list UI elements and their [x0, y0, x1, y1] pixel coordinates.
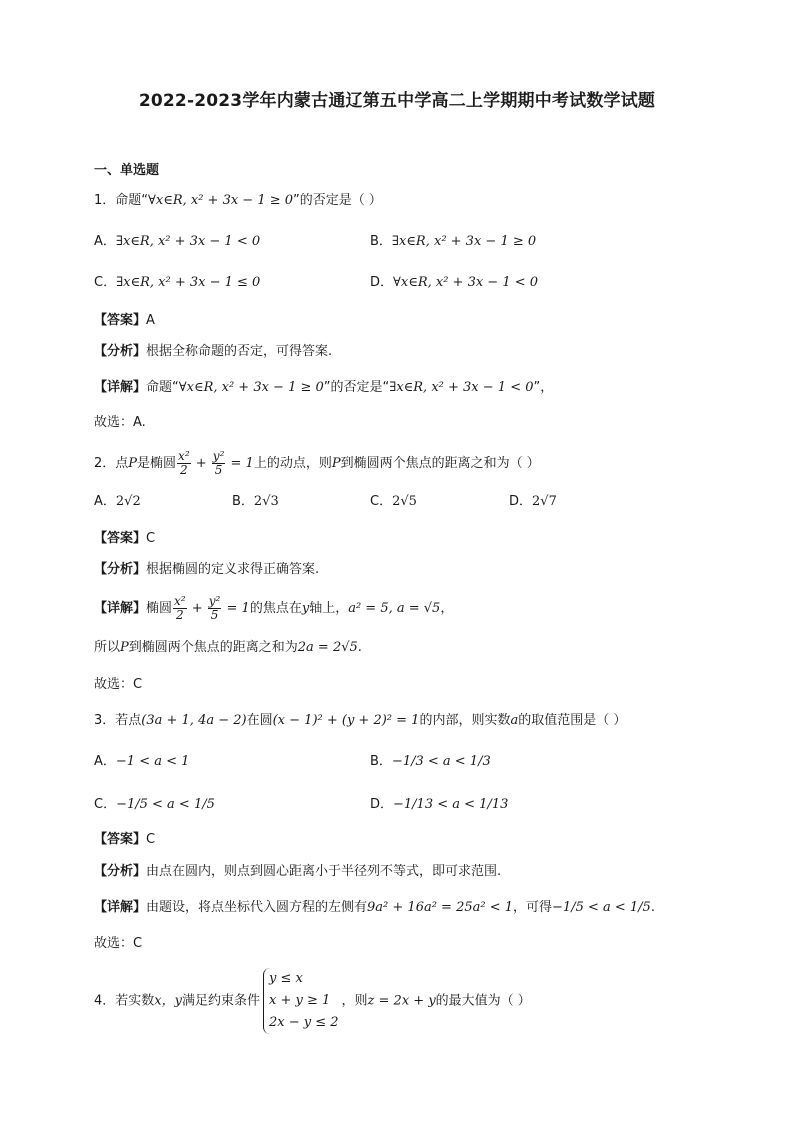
question-3-choose: 故选：C [94, 936, 143, 951]
question-1-detail: 【详解】命题“∀x∈R, x² + 3x − 1 ≥ 0”的否定是“∃x∈R, x² + 3x − 1 < 0”， [94, 380, 554, 395]
ellipse-equation: $\frac{\text{x²}}{2}$ + $\frac{\text{y²}}{5}$ = 1 [178, 449, 254, 477]
question-2-detail: 【详解】椭圆 $\frac{\text{x²}}{2}$ + $\frac{\text{y²}}{5}$ = 1的焦点在y轴上，a² = 5, a = √5， [94, 594, 454, 622]
question-2-choose: 故选：C [94, 677, 143, 692]
section-heading: 一、单选题 [94, 163, 160, 178]
question-2-answer: 【答案】C [94, 531, 156, 546]
question-4-stem: 4．若实数x，y满足约束条件 y ≤ x x + y ≥ 1 2x − y ≤ 2 ，则z = 2x + y的最大值为（ ） [94, 968, 531, 1035]
constraint-system: y ≤ x x + y ≥ 1 2x − y ≤ 2 [263, 968, 339, 1034]
question-3-detail: 【详解】由题设，将点坐标代入圆方程的左侧有9a² + 16a² = 25a² < 1，可得−1/5 < a < 1/5. [94, 900, 655, 915]
question-1-analysis: 【分析】根据全称命题的否定，可得答案. [94, 344, 333, 359]
question-1-option-d: D．∀x∈R, x² + 3x − 1 < 0 [370, 275, 539, 290]
question-2-option-b: B．2√3 [232, 494, 279, 509]
question-3-analysis: 【分析】由点在圆内，则点到圆心距离小于半径列不等式，即可求范围. [94, 864, 502, 879]
question-3-stem: 3．若点(3a + 1, 4a − 2)在圆(x − 1)² + (y + 2)² = 1的内部，则实数a的取值范围是（ ） [94, 713, 627, 728]
question-2-option-d: D．2√7 [509, 494, 557, 509]
question-3-answer: 【答案】C [94, 832, 156, 847]
question-1-option-b: B．∃x∈R, x² + 3x − 1 ≥ 0 [370, 234, 537, 249]
question-2-option-c: C．2√5 [370, 494, 417, 509]
question-2-option-a: A．2√2 [94, 494, 141, 509]
question-2-analysis: 【分析】根据椭圆的定义求得正确答案. [94, 562, 320, 577]
question-1-stem: 1．命题“∀x∈R, x² + 3x − 1 ≥ 0”的否定是（ ） [94, 193, 382, 208]
question-1-option-c: C．∃x∈R, x² + 3x − 1 ≤ 0 [94, 275, 261, 290]
question-3-option-b: B．−1/3 < a < 1/3 [370, 754, 491, 769]
question-3-option-c: C．−1/5 < a < 1/5 [94, 797, 215, 812]
page-title: 2022-2023学年内蒙古通辽第五中学高二上学期期中考试数学试题 [138, 91, 656, 111]
question-3-option-a: A．−1 < a < 1 [94, 754, 190, 769]
question-3-option-d: D．−1/13 < a < 1/13 [370, 797, 509, 812]
question-1-answer: 【答案】A [94, 313, 155, 328]
question-2-detail-line2: 所以P到椭圆两个焦点的距离之和为2a = 2√5. [94, 640, 362, 655]
question-1-choose: 故选：A. [94, 415, 146, 430]
question-1-option-a: A．∃x∈R, x² + 3x − 1 < 0 [94, 234, 261, 249]
question-2-stem: 2．点P是椭圆 $\frac{\text{x²}}{2}$ + $\frac{\text{y²}}{5}$ = 1上的动点，则P到椭圆两个焦点的距离之和为（ ） [94, 449, 540, 477]
